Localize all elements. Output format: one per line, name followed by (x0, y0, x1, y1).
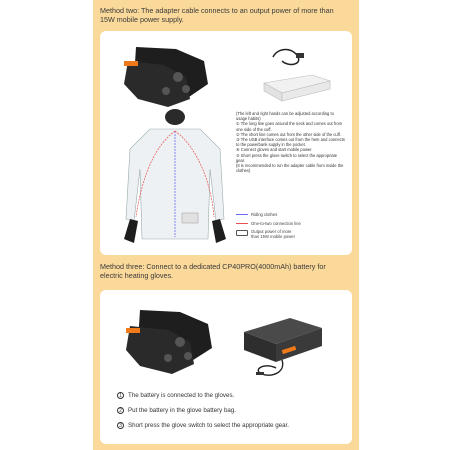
method-three-card (100, 290, 352, 444)
step-text: Short press the glove switch to select the appropriate gear. (128, 422, 289, 429)
instruction-1: ① The long line goes around the neck and comes out from one side of the cuff. (236, 121, 343, 132)
instruction-3: ③ The USB interface comes out from the hem and connects to the powerbank supply in the pocket. (236, 137, 345, 148)
instruction-tip: (It is recommended to run the adapter cable from inside the clothes) (236, 163, 344, 174)
power-bank-image (262, 73, 332, 103)
method-three-steps (117, 388, 289, 433)
gloves-image (116, 39, 221, 109)
instruction-4: ④ Connect gloves and start mobile power. (236, 147, 313, 153)
legend-connection-line (236, 221, 301, 226)
legend-label: Output power of more than 15W mobile power (251, 229, 295, 239)
usb-cable-image (268, 45, 308, 70)
method-two-card (100, 31, 352, 255)
instruction-note: (The left and right hands can be adjusted according to usage habits) (236, 111, 334, 122)
battery-pack-image (242, 312, 332, 384)
method-three-heading: Method three: Connect to a dedicated CP40PRO(4000mAh) battery for electric heating gloves. (100, 262, 326, 280)
instruction-5: ⑤ Short press the glove switch to select the appropriate gear. (236, 152, 338, 163)
legend-label: Riding clothes (251, 212, 278, 217)
step-text: Put the battery in the glove battery bag. (128, 407, 237, 414)
legend-label: One-to-two connection line (251, 221, 301, 226)
gloves-image (118, 304, 226, 376)
legend-riding-clothes (236, 212, 277, 217)
legend-power-bank (236, 229, 336, 239)
step-number: 2 (117, 407, 124, 414)
method-two-instructions (236, 111, 346, 173)
legend-swatch (236, 230, 248, 236)
step-2 (117, 403, 289, 418)
product-guide-page (93, 0, 359, 450)
step-1 (117, 388, 289, 403)
step-number: 3 (117, 422, 124, 429)
method-two-heading: Method two: The adapter cable connects to an output power of more than 15W mobile power supply. (100, 6, 334, 24)
legend-swatch (236, 223, 248, 224)
step-number: 1 (117, 392, 124, 399)
step-text: The battery is connected to the gloves. (128, 392, 235, 399)
instruction-2: ② The short line comes out from the other side of the cuff. (236, 131, 342, 137)
jacket-diagram (120, 109, 230, 251)
step-3 (117, 418, 289, 433)
legend-swatch (236, 214, 248, 215)
